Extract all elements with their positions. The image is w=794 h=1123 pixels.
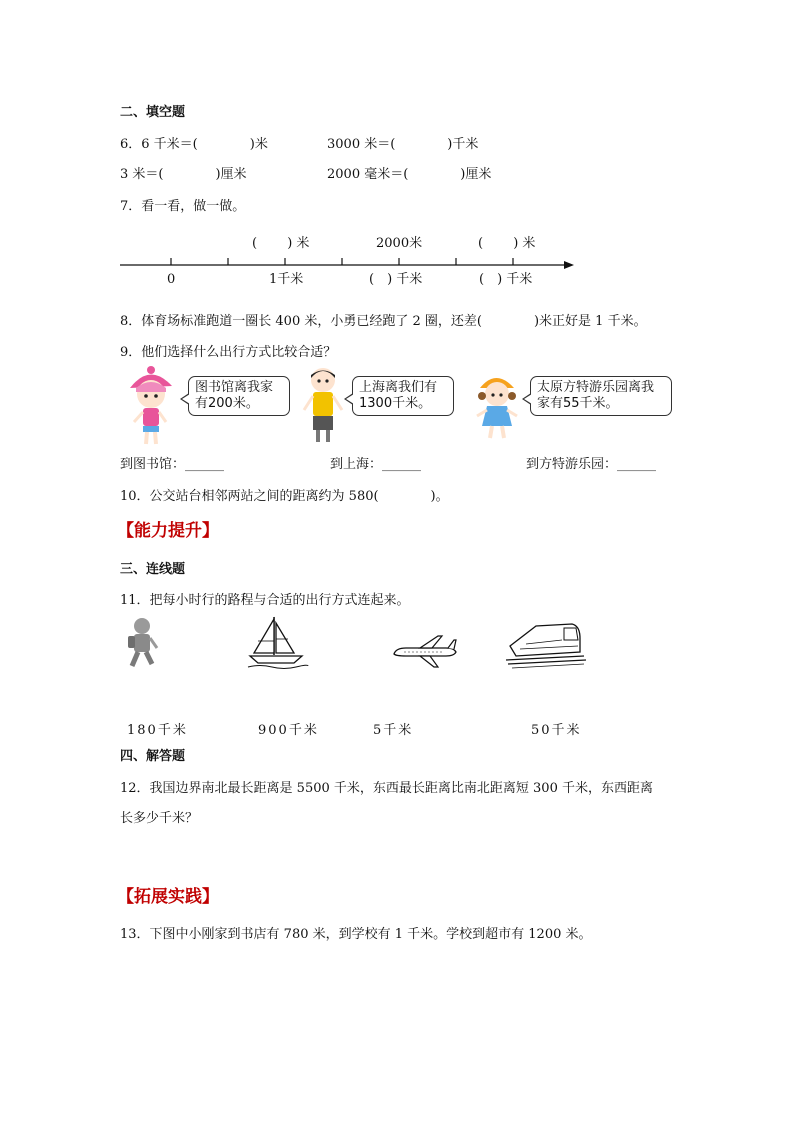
walking-person-icon (122, 616, 162, 672)
distance-label-50km: 50千米 (531, 723, 582, 738)
section-title-word-problems: 四、解答题 (120, 749, 186, 764)
distance-label-900km: 900千米 (258, 723, 319, 738)
speech-bubble-shanghai-line1: 上海离我们有 (359, 380, 438, 395)
heading-ability-improvement: 【能力提升】 (117, 521, 219, 541)
q13-text: 13．下图中小刚家到书店有 780 米，到学校有 1 千米。学校到超市有 1200 米。 (120, 927, 592, 942)
boy-icon (300, 366, 346, 446)
speech-bubble-library-line1: 图书馆离我家 (195, 380, 274, 395)
speech-bubble-shanghai (352, 376, 454, 416)
girl-with-pink-hat-icon (122, 366, 182, 446)
number-line-bottom-label-3: ( ) 千米 (369, 272, 423, 287)
number-line-bottom-label-2: 1千米 (269, 272, 304, 287)
speech-bubble-library (188, 376, 290, 416)
train-icon (506, 616, 586, 670)
distance-label-5km: 5千米 (373, 723, 414, 738)
number-line-top-label-1: ( ) 米 (252, 236, 310, 251)
q6-line1-left: 6．6 千米＝( )米 (120, 137, 268, 152)
answer-shanghai: 到上海：______ (330, 457, 422, 472)
speech-bubble-theme-park-line2: 家有55千米。 (537, 396, 619, 411)
speech-bubble-theme-park-line1: 太原方特游乐园离我 (537, 380, 655, 395)
q10-text: 10．公交站台相邻两站之间的距离约为 580( )。 (120, 489, 449, 504)
sailboat-icon (246, 615, 308, 671)
number-line-top-label-2: 2000米 (376, 236, 423, 251)
airplane-icon (392, 634, 458, 670)
q12-line2: 长多少千米？ (120, 811, 199, 826)
q6-line1-right: 3000 米＝( )千米 (327, 137, 479, 152)
number-line-top-label-3: ( ) 米 (478, 236, 536, 251)
heading-expansion-practice: 【拓展实践】 (117, 887, 219, 907)
girl-with-orange-hat-icon (472, 372, 524, 442)
speech-bubble-shanghai-line2: 1300千米。 (359, 396, 432, 411)
q8-text: 8．体育场标准跑道一圈长 400 米，小勇已经跑了 2 圈，还差( )米正好是 1 千米。 (120, 314, 647, 329)
speech-bubble-library-line2: 有200米。 (195, 396, 259, 411)
section-title-fill-blank: 二、填空题 (120, 105, 186, 120)
q6-line2-right: 2000 毫米＝( )厘米 (327, 167, 492, 182)
number-line-arrow-icon (564, 261, 574, 269)
answer-theme-park: 到方特游乐园：______ (526, 457, 657, 472)
q9-prompt: 9．他们选择什么出行方式比较合适？ (120, 345, 337, 360)
speech-bubble-theme-park (530, 376, 672, 416)
q12-line1: 12．我国边界南北最长距离是 5500 千米，东西最长距离比南北距离短 300 千米，东西距离 (120, 781, 653, 796)
q11-prompt: 11．把每小时行的路程与合适的出行方式连起来。 (120, 593, 410, 608)
number-line-bottom-label-1: 0 (167, 272, 176, 287)
answer-library: 到图书馆：______ (120, 457, 225, 472)
section-title-matching: 三、连线题 (120, 562, 186, 577)
number-line-bottom-label-4: ( ) 千米 (479, 272, 533, 287)
distance-label-180km: 180千米 (127, 723, 188, 738)
q7-prompt: 7．看一看，做一做。 (120, 199, 246, 214)
q6-line2-left: 3 米＝( )厘米 (120, 167, 247, 182)
